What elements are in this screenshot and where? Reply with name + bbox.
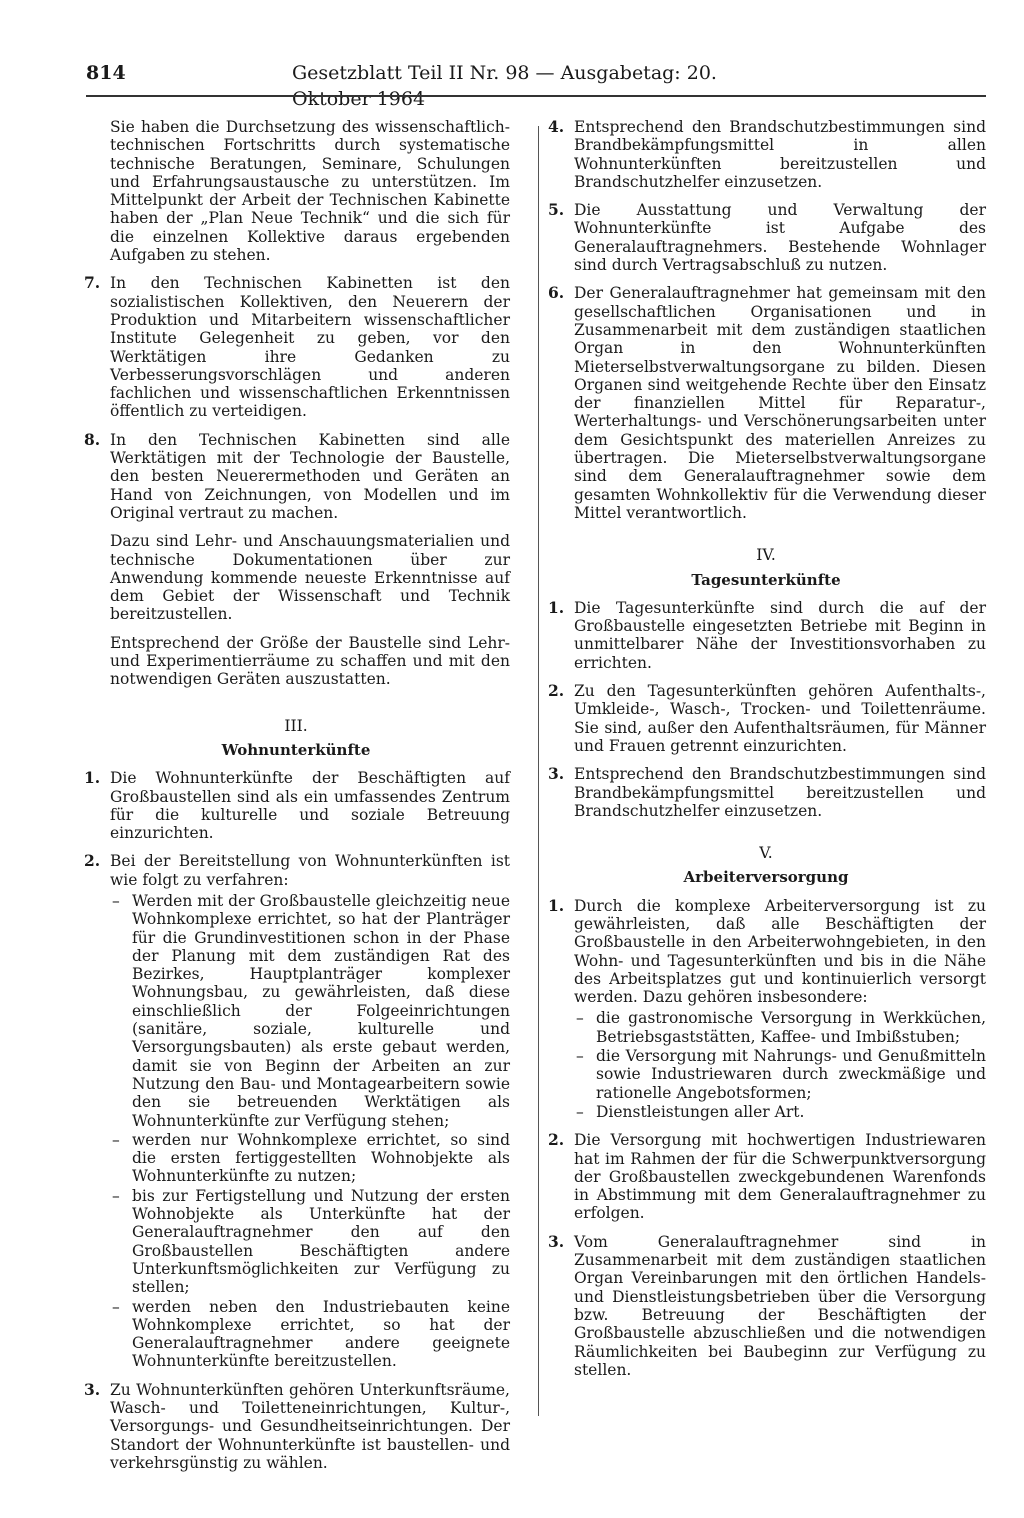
dash-item xyxy=(574,1009,986,1046)
list-item-1 xyxy=(546,897,986,1122)
item-number: 1. xyxy=(548,597,565,617)
item-text: Entsprechend den Brandschutzbestimmungen sind Brandbekämpfungsmittel in allen Wohnunterkünften bereitzustellen und Brandschutzhelfer einzusetzen. xyxy=(574,118,986,191)
dash-mark: – xyxy=(576,1102,584,1121)
list-item-1 xyxy=(82,769,510,842)
dash-mark: – xyxy=(112,1297,120,1316)
dash-item xyxy=(110,1131,510,1186)
section-numeral: IV. xyxy=(756,546,776,565)
dash-item xyxy=(574,1103,986,1121)
dash-item xyxy=(574,1047,986,1102)
list-item-5 xyxy=(546,201,986,274)
list-item-3 xyxy=(546,765,986,820)
column-divider xyxy=(538,126,539,1416)
item-text: Die Versorgung mit hochwertigen Industriewaren hat im Rahmen der für die Schwerpunktversorgung der Großbaustellen zweckgebundenen Warenfonds in Abstimmung mit dem Generalauftragnehmer zu erfolgen. xyxy=(574,1131,986,1223)
item-text: Bei der Bereitstellung von Wohnunterkünften ist wie folgt zu verfahren: xyxy=(110,852,510,889)
dash-item xyxy=(110,1187,510,1297)
section-title: Wohnunterkünfte xyxy=(221,740,371,759)
dash-text: Werden mit der Großbaustelle gleichzeitig neue Wohnkomplexe errichtet, so hat der Planträger für die Grundinvestitionen schon in der Phase der Planung mit dem zuständigen Rat des Bezirkes, Hauptplanträger komplexer Wohnungsbau, zu gewährleisten, daß diese einschließlich der Folgeeinrichtungen (sanitäre, soziale, kulturelle und Versorgungsbauten) als erste gebaut werden, damit sie von Beginn der Arbeiten an zur Nutzung den Bau- und Montagearbeitern sowie den sie betreuenden Werktätigen als Wohnunterkünfte zur Verfügung stehen; xyxy=(132,891,510,1130)
dash-item xyxy=(110,1298,510,1371)
item-text: Entsprechend den Brandschutzbestimmungen sind Brandbekämpfungsmittel bereitzustellen und Brandschutzhelfer einzusetzen. xyxy=(574,765,986,820)
list-item-3 xyxy=(82,1381,510,1472)
item-number: 4. xyxy=(548,117,565,136)
item-text: Die Ausstattung und Verwaltung der Wohnunterkünfte ist Aufgabe des Generalauftragnehmers. Bestehende Wohnlager sind durch Vertragsabschluß zu nutzen. xyxy=(574,201,986,275)
item-text: Zu Wohnunterkünften gehören Unterkunftsräume, Wasch- und Toiletteneinrichtungen, Kultur-, Versorgungs- und Gesundheitseinrichtungen. Der Standort der Wohnunterkünfte ist baustellen- und verkehrsgünstig zu wählen. xyxy=(110,1380,510,1472)
dash-mark: – xyxy=(112,1130,120,1149)
header-rule xyxy=(86,95,986,97)
item-number: 5. xyxy=(548,200,565,220)
running-title: Gesetzblatt Teil II Nr. 98 — Ausgabetag: 20. Oktober 1964 xyxy=(292,62,717,110)
item-number: 2. xyxy=(548,681,565,701)
item-number: 7. xyxy=(84,273,101,293)
item-text: Die Tagesunterkünfte sind durch die auf der Großbaustelle eingesetzten Betriebe mit Beginn in unmittelbarer Nähe der Investitionsvorhaben zu errichten. xyxy=(574,598,986,672)
dash-mark: – xyxy=(576,1047,584,1066)
dash-mark: – xyxy=(576,1009,584,1028)
list-item-8 xyxy=(82,431,510,689)
section-title: Tagesunterkünfte xyxy=(691,570,841,589)
dash-text: bis zur Fertigstellung und Nutzung der ersten Wohnobjekte als Unterkünfte hat der Generalauftragnehmer den auf den Großbaustellen Beschäftigten andere Unterkunftsmöglichkeiten zur Verfügung zu stellen; xyxy=(132,1186,510,1297)
list-item-2 xyxy=(82,852,510,1370)
dash-text: die gastronomische Versorgung in Werkküchen, Betriebsgaststätten, Kaffee- und Imbißstuben; xyxy=(596,1009,986,1046)
list-item-1 xyxy=(546,599,986,672)
item-text: In den Technischen Kabinetten sind alle Werktätigen mit der Technologie der Baustelle, den besten Neuerermethoden und Geräten an Hand von Zeichnungen, von Modellen und im Original vertraut zu machen. xyxy=(110,430,510,522)
list-item-2 xyxy=(546,1131,986,1222)
list-item-4 xyxy=(546,118,986,191)
item-number: 1. xyxy=(548,895,565,915)
page-header xyxy=(86,60,786,110)
section-numeral: V. xyxy=(759,844,773,863)
item-number: 2. xyxy=(84,851,101,871)
list-item-2 xyxy=(546,682,986,755)
item-text: Durch die komplexe Arbeiterversorgung ist zu gewährleisten, daß alle Beschäftigten der Großbaustelle in den Arbeiterwohngebieten, in den Wohn- und Tagesunterkünften und bis in die Nähe des Arbeitsplatzes gut und kontinuierlich versorgt werden. Dazu gehören insbesondere: xyxy=(574,896,986,1007)
item-text: Vom Generalauftragnehmer sind in Zusammenarbeit mit dem zuständigen staatlichen Organ Vereinbarungen mit den örtlichen Handels- und Dienstleistungsbetrieben über die Versorgung bzw. Betreuung der Beschäftigten der Großbaustelle abzuschließen und die notwendigen Räumlichkeiten bei Baubeginn zur Verfügung zu stellen. xyxy=(574,1232,986,1379)
item-number: 8. xyxy=(84,429,101,449)
item-number: 6. xyxy=(548,283,565,303)
dash-mark: – xyxy=(112,891,120,910)
left-column xyxy=(82,118,510,1482)
dash-text: werden neben den Industriebauten keine Wohnkomplexe errichtet, so hat der Generalauftragnehmer andere geeignete Wohnunterkünfte bereitzustellen. xyxy=(132,1297,510,1371)
item-number: 3. xyxy=(84,1379,101,1399)
item-text: In den Technischen Kabinetten ist den sozialistischen Kollektiven, den Neuerern der Produktion und Mitarbeitern wissenschaftlicher Institute Gelegenheit zu geben, vor den Werktätigen ihre Gedanken zu Verbesserungsvorschlägen und anderen fachlichen und wissenschaftlichen Erkenntnissen öffentlich zu verteidigen. xyxy=(110,274,510,421)
right-column xyxy=(546,118,986,1389)
item-text: Entsprechend der Größe der Baustelle sind Lehr- und Experimentierräume zu schaffen und mit den notwendigen Geräten auszustatten. xyxy=(110,633,510,689)
list-item-3 xyxy=(546,1233,986,1379)
list-item-7 xyxy=(82,274,510,420)
item-text: Die Wohnunterkünfte der Beschäftigten auf Großbaustellen sind als ein umfassendes Zentrum für die kulturelle und soziale Betreuung einzurichten. xyxy=(110,769,510,843)
dash-text: werden nur Wohnkomplexe errichtet, so sind die ersten fertiggestellten Wohnobjekte als Wohnunterkünfte zu nutzen; xyxy=(132,1130,510,1186)
item-number: 3. xyxy=(548,764,565,784)
dash-text: Dienstleistungen aller Art. xyxy=(596,1102,805,1121)
dash-mark: – xyxy=(112,1186,120,1205)
section-numeral: III. xyxy=(284,716,308,735)
item-text: Dazu sind Lehr- und Anschauungsmaterialien und technische Dokumentationen über zur Anwendung kommende neueste Erkenntnisse auf dem Gebiet der Wissenschaft und Technik bereitzustellen. xyxy=(110,532,510,624)
section-title: Arbeiterversorgung xyxy=(683,868,849,887)
item-number: 2. xyxy=(548,1130,565,1150)
item-text: Zu den Tagesunterkünften gehören Aufenthalts-, Umkleide-, Wasch-, Trocken- und Toilettenräume. Sie sind, außer den Aufenthaltsräumen, für Männer und Frauen getrennt einzurichten. xyxy=(574,682,986,755)
intro-paragraph: Sie haben die Durchsetzung des wissenschaftlich-technischen Fortschritts durch systematische technische Beratungen, Seminare, Schulungen und Erfahrungsaustausche zu unterstützen. Im Mittelpunkt der Arbeit der Technischen Kabinette haben der „Plan Neue Technik“ und die sich für die einzelnen Kollektive daraus ergebenden Aufgaben zu stehen. xyxy=(110,118,510,265)
page-number: 814 xyxy=(86,62,126,84)
list-item-6 xyxy=(546,284,986,522)
dash-item xyxy=(110,892,510,1130)
item-number: 3. xyxy=(548,1231,565,1251)
item-number: 1. xyxy=(84,768,101,788)
dash-text: die Versorgung mit Nahrungs- und Genußmitteln sowie Industriewaren durch zweckmäßige und rationelle Angebotsformen; xyxy=(596,1047,986,1102)
item-text: Der Generalauftragnehmer hat gemeinsam mit den gesellschaftlichen Organisationen und in Zusammenarbeit mit dem zuständigen staatlichen Organ in den Wohnunterkünften Mieterselbstverwaltungsorgane zu bilden. Diesen Organen sind weitgehende Rechte über den Einsatz der finanziellen Mittel für Reparatur-, Werterhaltungs- und Verschönerungsarbeiten unter dem Gesichtspunkt des materiellen Anreizes zu übertragen. Die Mieterselbstverwaltungsorgane sind dem Generalauftragnehmer sowie dem gesamten Wohnkollektiv für die Verwendung dieser Mittel verantwortlich. xyxy=(574,284,986,522)
